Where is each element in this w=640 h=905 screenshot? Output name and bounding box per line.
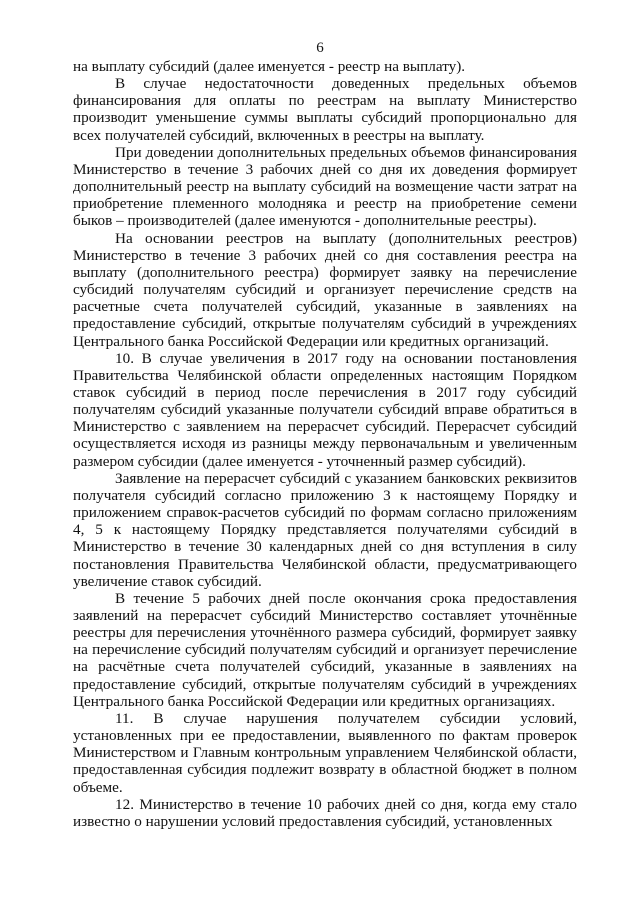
paragraph-item-11: 11. В случае нарушения получателем субсидии условий, установленных при ее предоставлении, выявленного по фактам проверок Министерством и Главным контрольным управлением Челябинской области, предоставленная субсидия подлежит возврату в областной бюджет в полном объеме. [73,709,577,796]
paragraph-recalculation-application: Заявление на перерасчет субсидий с указанием банковских реквизитов получателя субсидий согласно приложению 3 к настоящему Порядку и приложением справок-расчетов субсидий по формам согласно приложениям 4, 5 к настоящему Порядку представляется получателями субсидий в Министерство в течение 30 календарных дней со дня вступления в силу постановления Правительства Челябинской области, предусматривающего увеличение ставок субсидий. [73,469,577,590]
paragraph-continuation: на выплату субсидий (далее именуется - реестр на выплату). [73,58,466,75]
paragraph-registry-basis: На основании реестров на выплату (дополнительных реестров) Министерство в течение 3 рабочих дней со дня составления реестра на выплату (дополнительного реестра) формирует заявку на перечисление субсидий получателям субсидий и организует перечисление средств на расчетные счета получателей субсидий, указанные в заявлениях на предоставление субсидий, открытые получателям субсидий в учреждениях Центрального банка Российской Федерации или кредитных организаций. [73,229,577,350]
page-number: 6 [316,40,324,56]
paragraph-updated-registries: В течение 5 рабочих дней после окончания срока предоставления заявлений на перерасчет субсидий Министерство составляет уточнённые реестры для перечисления уточнённого размера субсидий, формирует заявку на перечисление субсидий получателям субсидий и организует перечисление на расчётные счета получателей субсидий, указанные в заявлениях на предоставление субсидий, открытые получателям субсидий в учреждениях Центрального банка Российской Федерации или кредитных организациях. [73,589,577,710]
paragraph-insufficient-funding: В случае недостаточности доведенных предельных объемов финансирования для оплаты по реестрам на выплату Министерство производит уменьшение суммы выплаты субсидий пропорционально для всех получателей субсидий, включенных в реестры на выплату. [73,75,577,144]
paragraph-item-12: 12. Министерство в течение 10 рабочих дней со дня, когда ему стало известно о нарушении условий предоставления субсидий, установленных [73,795,577,830]
paragraph-item-10: 10. В случае увеличения в 2017 году на основании постановления Правительства Челябинской области определенных настоящим Порядком ставок субсидий в период после перечисления в 2017 году субсидий получателям субсидий указанные получатели субсидий вправе обратиться в Министерство с заявлением на перерасчет субсидий. Перерасчет субсидий осуществляется исходя из разницы между первоначальным и увеличенным размером субсидии (далее именуется - уточненный размер субсидий). [73,349,577,470]
document-body [73,58,577,830]
paragraph-additional-limits: При доведении дополнительных предельных объемов финансирования Министерство в течение 3 рабочих дней со дня их доведения формирует дополнительный реестр на выплату субсидий на возмещение части затрат на приобретение племенного молодняка и реестр на приобретение семени быков – производителей (далее именуются - дополнительные реестры). [73,143,577,230]
